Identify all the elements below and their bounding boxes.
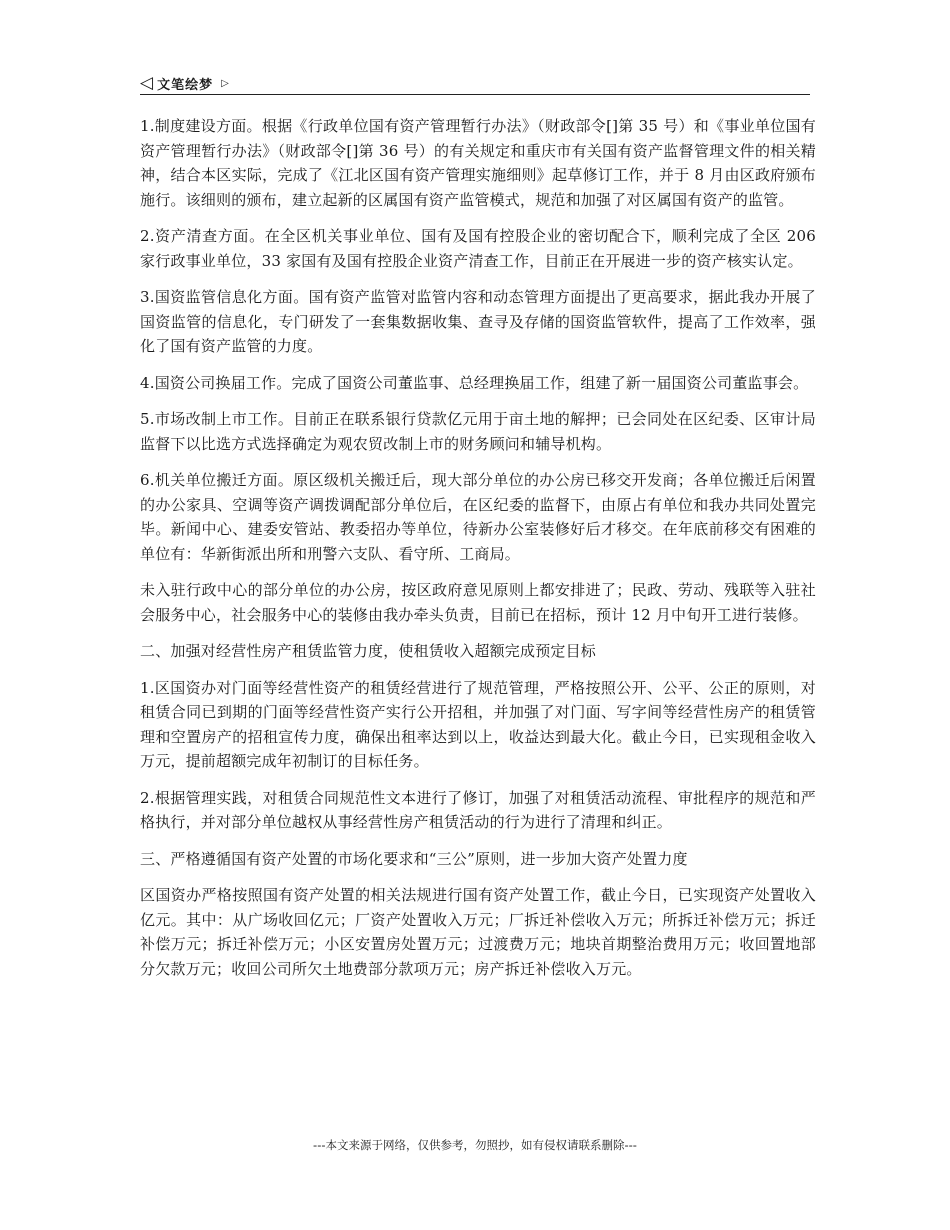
paragraph-relocation: 6.机关单位搬迁方面。原区级机关搬迁后，现大部分单位的办公房已移交开发商；各单位搬迁后闲置的办公家具、空调等资产调拨调配部分单位后，在区纪委的监督下，由原占有单位和我办共同处置完毕。新闻中心、建委安管站、教委招办等单位，待新办公室装修好后才移交。在年底前移交有困难的单位有：华新街派出所和刑警六支队、看守所、工商局。 [140,471,816,563]
paragraph-asset-inventory: 2.资产清查方面。在全区机关事业单位、国有及国有控股企业的密切配合下，顺利完成了全区 206 家行政事业单位，33 家国有及国有控股企业资产清查工作，目前正在开展进一步的资产核实认定。 [140,227,816,270]
paragraph-asset-disposal: 区国资办严格按照国有资产处置的相关法规进行国有资产处置工作，截止今日，已实现资产处置收入亿元。其中：从广场收回亿元；厂资产处置收入万元；厂拆迁补偿收入万元；所拆迁补偿万元；拆迁补偿万元；拆迁补偿万元；小区安置房处置万元；过渡费万元；地块首期整治费用万元；收回置地部分欠款万元；收回公司所欠土地费部分款项万元；房产拆迁补偿收入万元。 [140,886,816,978]
paragraph-informatization: 3.国资监管信息化方面。国有资产监管对监管内容和动态管理方面提出了更高要求，据此我办开展了国资监管的信息化，专门研发了一套集数据收集、查寻及存储的国资监管软件，提高了工作效率，强化了国有资产监管的力度。 [140,288,816,355]
paragraph-institution-building: 1.制度建设方面。根据《行政单位国有资产管理暂行办法》（财政部令[]第 35 号）和《事业单位国有资产管理暂行办法》（财政部令[]第 36 号）的有关规定和重庆市有关国有资产监督管理文件的相关精神，结合本区实际，完成了《江北区国有资产管理实施细则》起草修订工作，并于 8 月由区政府颁布施行。该细则的颁布，建立起新的区属国有资产监管模式，规范和加强了对区属国有资产的监管。 [140,117,816,209]
paragraph-lease-management: 1.区国资办对门面等经营性资产的租赁经营进行了规范管理，严格按照公开、公平、公正的原则，对租赁合同已到期的门面等经营性资产实行公开招租，并加强了对门面、写字间等经营性房产的租赁管理和空置房产的招租宣传力度，确保出租率达到以上，收益达到最大化。截止今日，已实现租金收入万元，提前超额完成年初制订的目标任务。 [140,678,816,770]
header-title: 文笔绘梦 [157,77,214,93]
paragraph-lease-contract: 2.根据管理实践，对租赁合同规范性文本进行了修订，加强了对租赁活动流程、审批程序的规范和严格执行，并对部分单位越权从事经营性房产租赁活动的行为进行了清理和纠正。 [140,788,816,831]
paragraph-board-reelection: 4.国资公司换届工作。完成了国资公司董监事、总经理换届工作，组建了新一届国资公司董监事会。 [140,373,809,392]
triangle-left-icon: ◁ [140,72,154,93]
section-heading-2: 二、加强对经营性房产租赁监管力度，使租赁收入超额完成预定目标 [140,642,597,660]
page-footer: ---本文来源于网络，仅供参考，勿照抄，如有侵权请联系删除--- [313,1138,637,1152]
document-body [140,114,816,993]
paragraph-market-listing: 5.市场改制上市工作。目前正在联系银行贷款亿元用于亩土地的解押；已会同处在区纪委、区审计局监督下以比选方式选择确定为观农贸改制上市的财务顾问和辅导机构。 [140,410,816,453]
paragraph-office-arrangement: 未入驻行政中心的部分单位的办公房，按区政府意见原则上都安排进了；民政、劳动、残联等入驻社会服务中心，社会服务中心的装修由我办牵头负责，目前已在招标，预计 12 月中旬开工进行装修。 [140,581,816,624]
page-header [140,72,810,95]
triangle-right-icon: ▷ [221,77,229,89]
section-heading-3: 三、严格遵循国有资产处置的市场化要求和“三公”原则，进一步加大资产处置力度 [140,849,688,868]
